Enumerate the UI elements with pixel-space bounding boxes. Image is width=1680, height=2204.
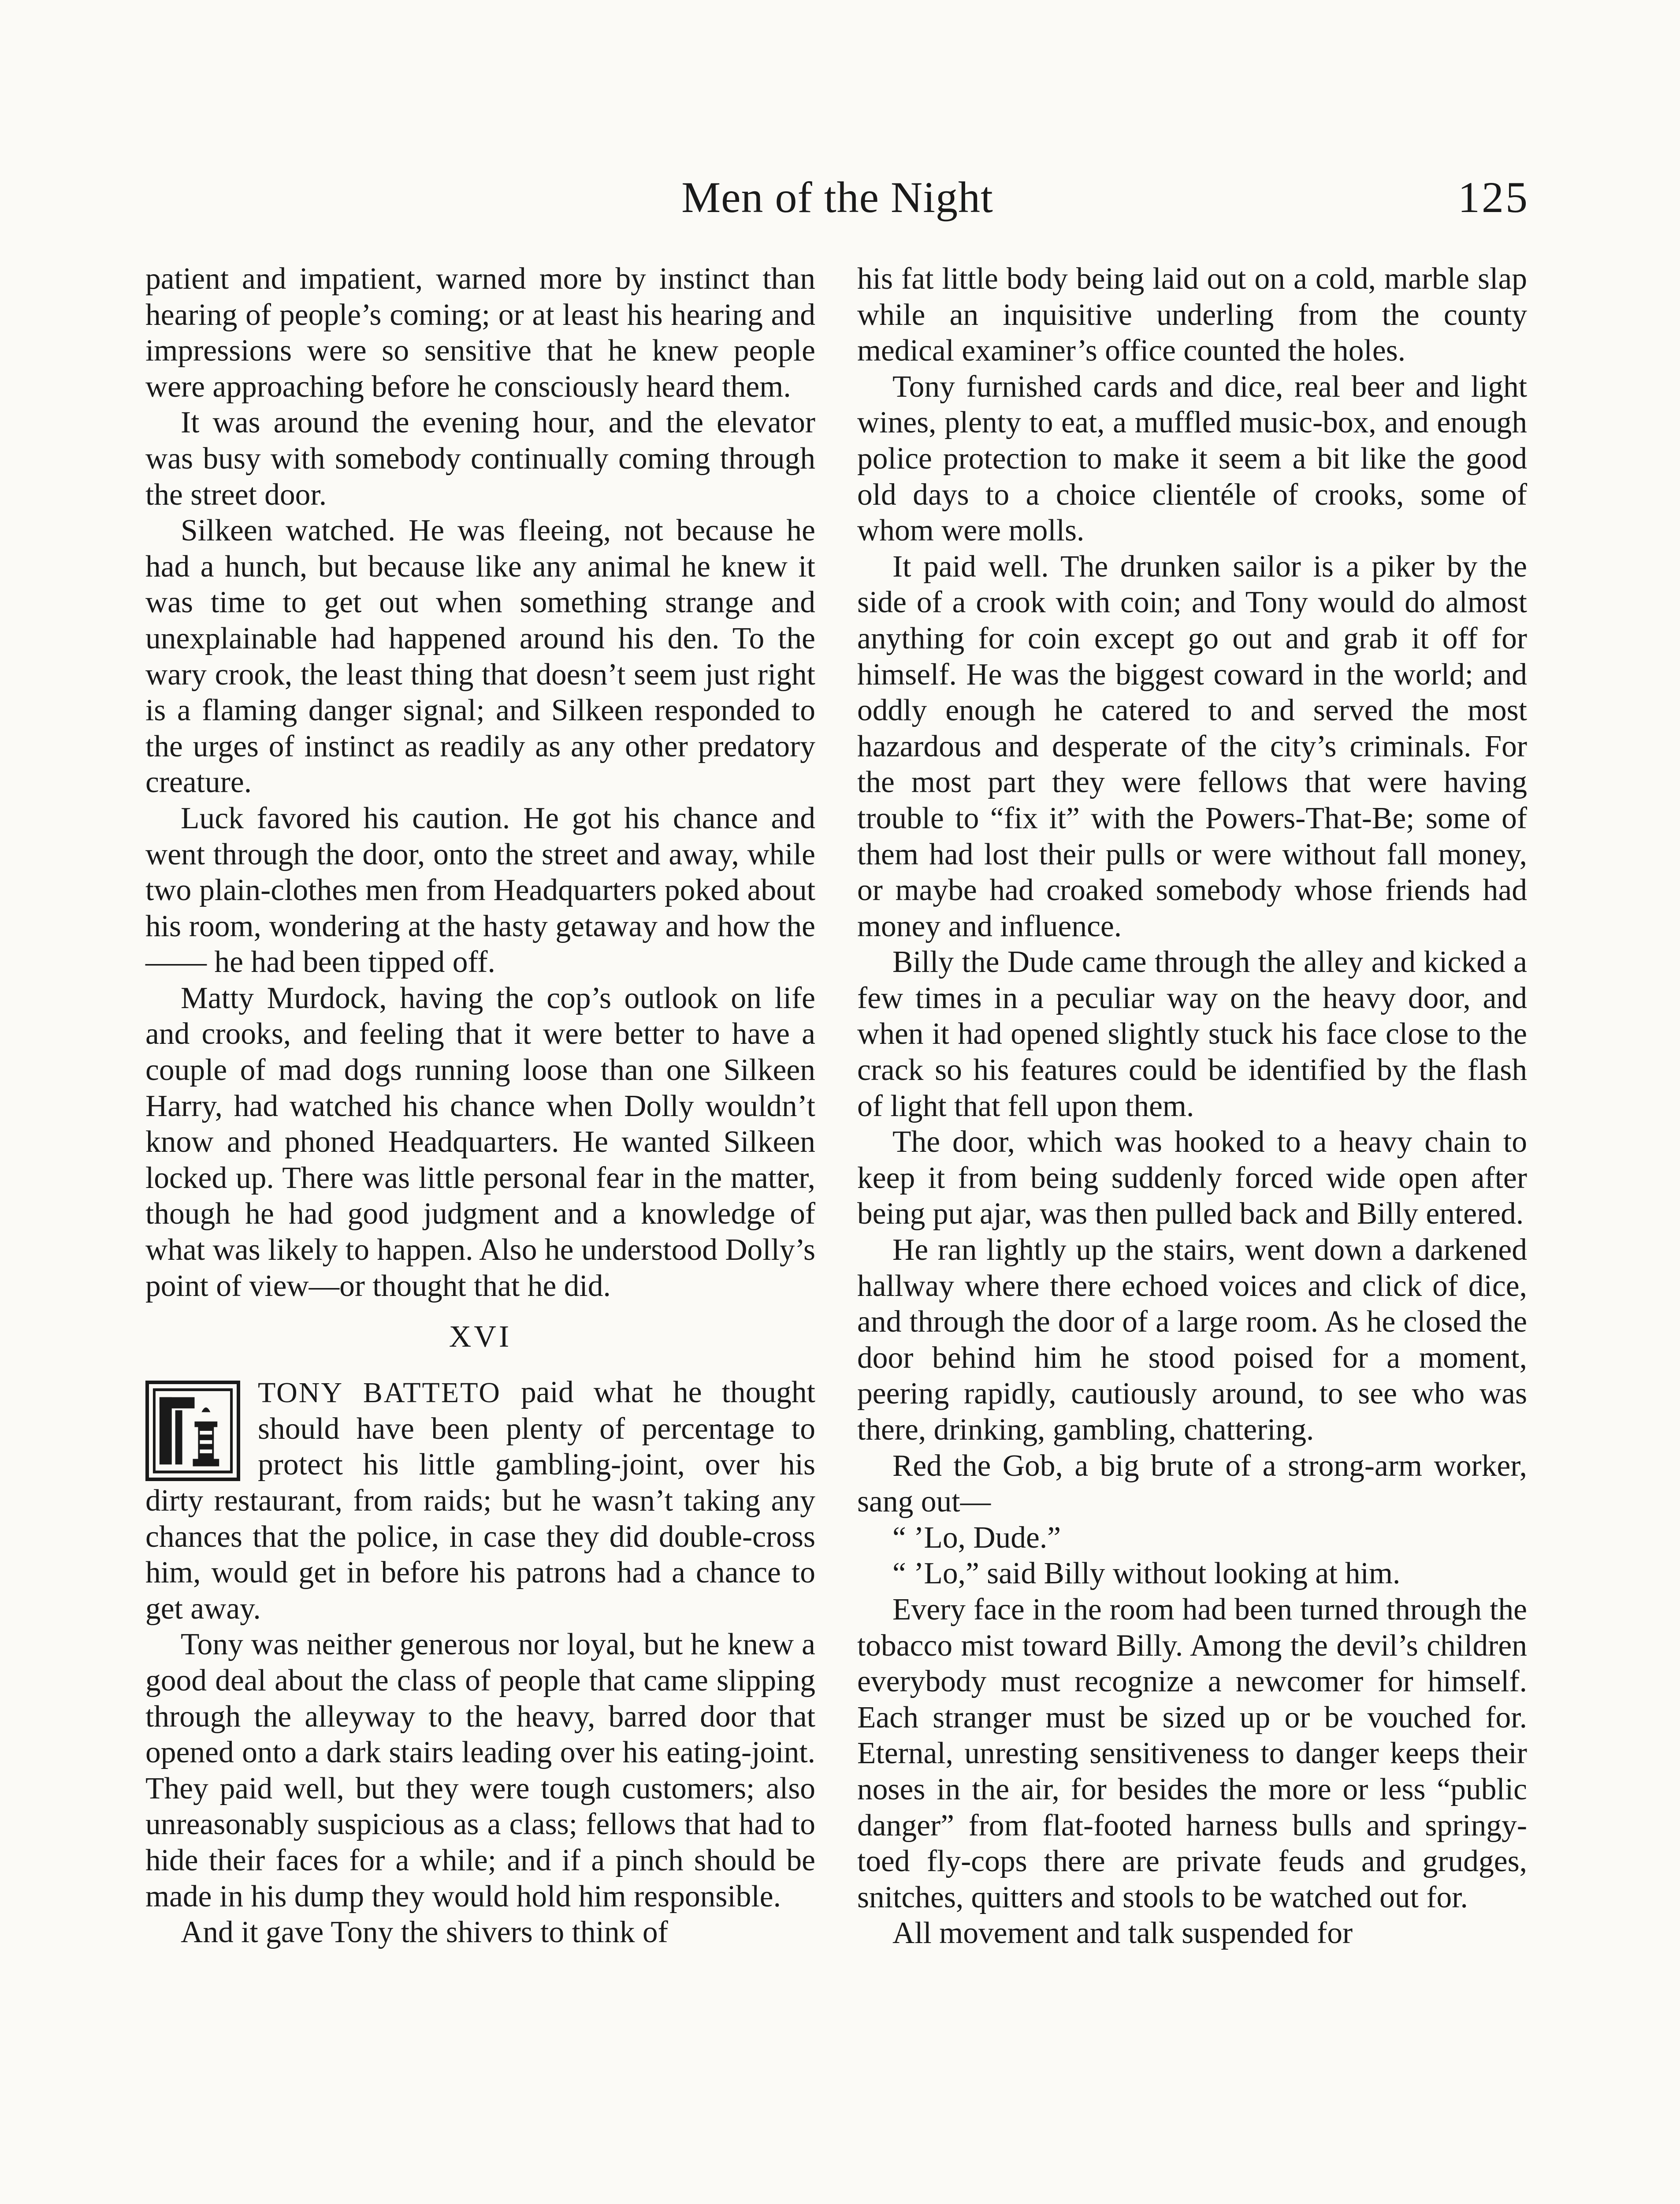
paragraph-text: paid what he thought should have been plenty of percentage to protect his little gambling-joint, over his dirty restaurant, from raids; but he wasn’t taking any chances that the police, in case they did double-cross him, would get in before his patrons had a chance to get away. [145, 1375, 815, 1626]
paragraph: All movement and talk suspended for [892, 1916, 1353, 1951]
paragraph: It paid well. The drunken sailor is a piker by the side of a crook with coin; and Tony would do almost anything for coin except go out and grab it off for himself. He was the biggest coward in the world; and oddly enough he catered to and served the most hazardous and desperate of the city’s criminals. For the most part they were fellows that were having trouble to “fix it” with the Powers-That-Be; some of them had lost their pulls or were without fall money, or maybe had croaked somebody whose friends had money and influence. [857, 549, 1527, 943]
left-column [145, 261, 815, 2204]
paragraph-with-dropcap [145, 1374, 815, 1627]
page-header [145, 167, 1529, 228]
right-column [857, 261, 1527, 2204]
paragraph: It was around the evening hour, and the elevator was busy with somebody continually coming through the street door. [145, 406, 815, 512]
paragraph: Matty Murdock, having the cop’s outlook on life and crooks, and feeling that it were better to have a couple of mad dogs running loose than one Silkeen Harry, had watched his chance when Dolly wouldn’t know and phoned Headquarters. He wanted Silkeen locked up. There was little personal fear in the matter, though he had good judgment and a knowledge of what was likely to happen. Also he understood Dolly’s point of view—or thought that he did. [145, 981, 815, 1303]
paragraph: Every face in the room had been turned through the tobacco mist toward Billy. Among the devil’s children everybody must recognize a newcomer for himself. Each stranger must be sized up or be vouched for. Eternal, unresting sensitiveness to danger keeps their noses in the air, for besides the more or less “public danger” from flat-footed harness bulls and springy-toed fly-cops there are private feuds and grudges, snitches, quitters and stools to be watched out for. [857, 1592, 1527, 1914]
paragraph: patient and impatient, warned more by instinct than hearing of people’s coming; or at least his hearing and impressions were so sensitive that he knew people were approaching before he consciously heard them. [145, 262, 815, 404]
paragraph: And it gave Tony the shivers to think of [181, 1915, 668, 1950]
page-number: 125 [1458, 173, 1529, 222]
paragraph: Silkeen watched. He was fleeing, not because he had a hunch, but because like any animal he knew it was time to get out when something strange and unexplainable had happened around his den. To the wary crook, the least thing that doesn’t seem just right is a flaming danger signal; and Silkeen responded to the urges of instinct as readily as any other predatory creature. [145, 514, 815, 800]
lead-in-name: TONY BATTETO [258, 1377, 501, 1409]
paragraph: Tony was neither generous nor loyal, but he knew a good deal about the class of people that came slipping through the alleyway to the heavy, barred door that opened onto a dark stairs leading over his eating-joint. They paid well, but they were tough customers; also unreasonably suspicious as a class; fellows that had to hide their faces for a while; and if a pinch should be made in his dump they would hold him responsible. [145, 1627, 815, 1914]
dialogue-line: “ ’Lo, Dude.” [892, 1520, 1061, 1555]
paragraph: Red the Gob, a big brute of a strong-arm worker, sang out— [857, 1448, 1527, 1519]
paragraph: Billy the Dude came through the alley and kicked a few times in a peculiar way on the heavy door, and when it had opened slightly stuck his face close to the crack so his features could be identified by the flash of light that fell upon them. [857, 945, 1527, 1123]
paragraph: The door, which was hooked to a heavy chain to keep it from being suddenly forced wide open after being put ajar, was then pulled back and Billy entered. [857, 1125, 1527, 1231]
paragraph: Luck favored his caution. He got his chance and went through the door, onto the street and away, while two plain-clothes men from Headquarters poked about his room, wondering at the hasty getaway and how the —— he had been tipped off. [145, 801, 815, 979]
decorative-initial-t-icon [145, 1381, 240, 1481]
running-title: Men of the Night [681, 173, 993, 222]
dialogue-line: “ ’Lo,” said Billy without looking at him. [892, 1556, 1401, 1591]
section-number: XVI [449, 1320, 512, 1354]
paragraph: He ran lightly up the stairs, went down a darkened hallway where there echoed voices and click of dice, and through the door of a large room. As he closed the door behind him he stood poised for a moment, peering rapidly, cautiously around, to see who was there, drinking, gambling, chattering. [857, 1233, 1527, 1447]
paragraph: Tony furnished cards and dice, real beer and light wines, plenty to eat, a muffled music-box, and enough police protection to make it seem a bit like the good old days to a choice clientéle of crooks, some of whom were molls. [857, 369, 1527, 548]
paragraph: his fat little body being laid out on a cold, marble slap while an inquisitive underling from the county medical examiner’s office counted the holes. [857, 262, 1527, 368]
